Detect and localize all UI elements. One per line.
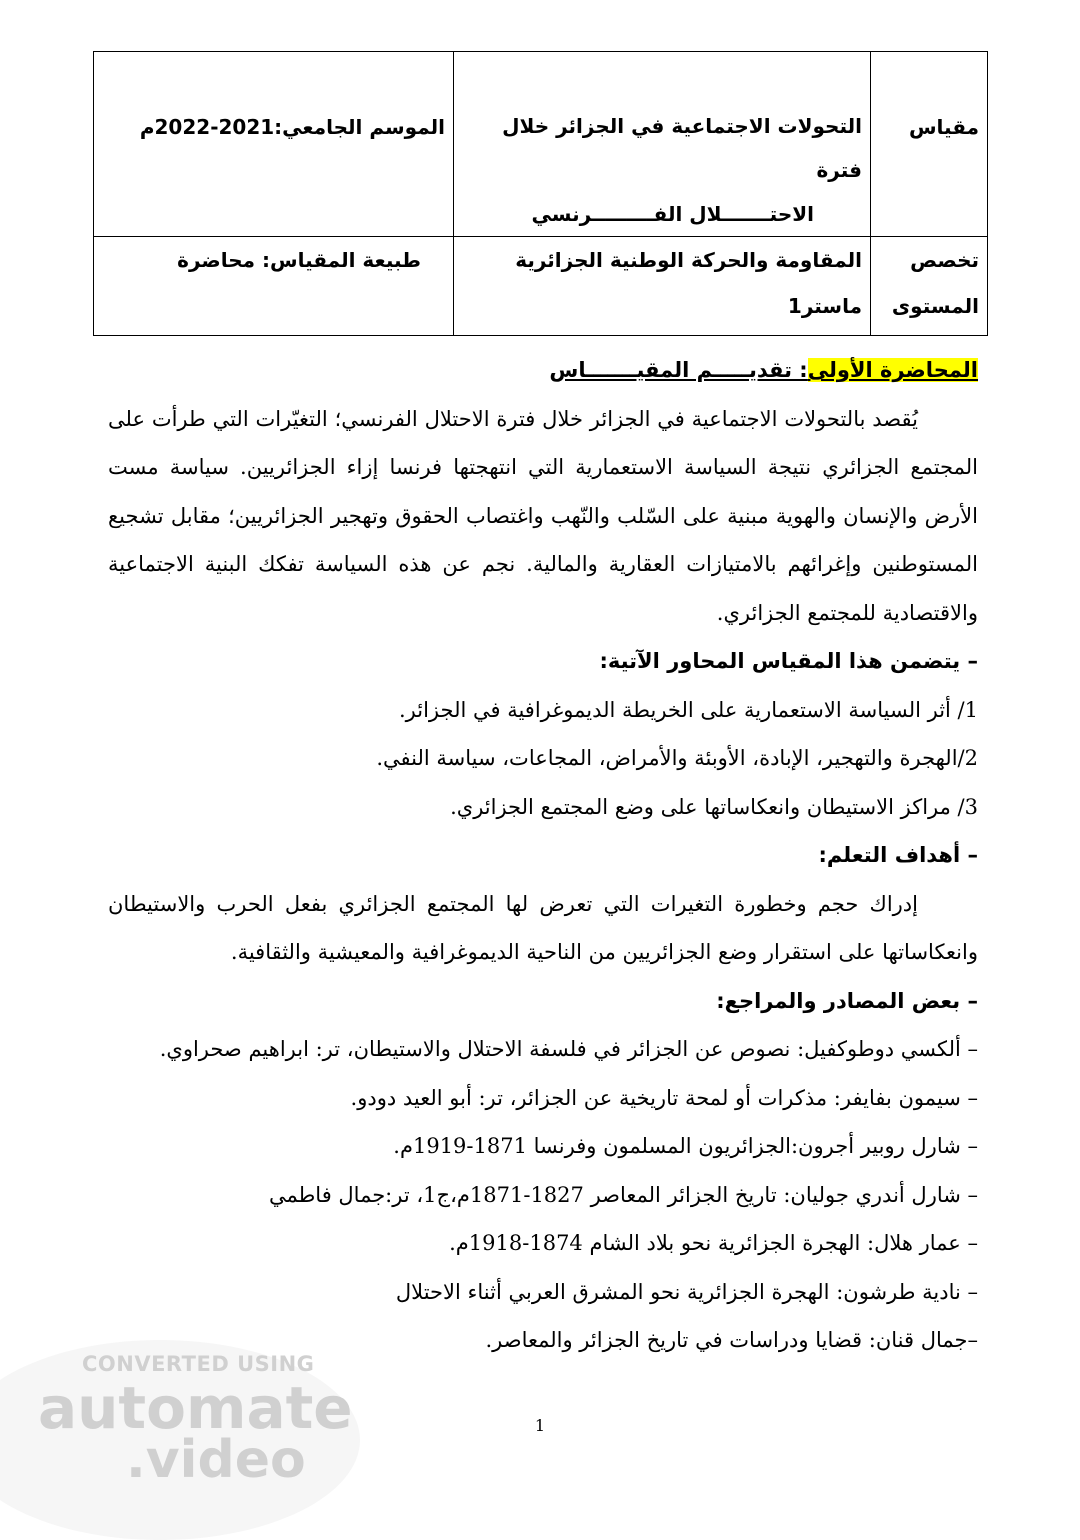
level-value: ماستر1 (787, 294, 862, 318)
lecture-title-highlight: المحاضرة الأولى (807, 358, 978, 382)
specialty-label: تخصص (910, 248, 979, 272)
label-cell-course (871, 52, 988, 237)
page-number: 1 (534, 1416, 546, 1435)
academic-season: الموسم الجامعي:2021-2022م (139, 115, 445, 139)
course-nature: طبيعة المقياس: محاضرة (177, 248, 421, 272)
label-cell-specialty (871, 237, 988, 336)
watermark-text-brand: automate (38, 1374, 353, 1442)
course-label: مقياس (908, 115, 979, 139)
axes-heading: – يتضمن هذا المقياس المحاور الآتية: (599, 649, 978, 673)
header-row-1 (94, 52, 988, 237)
goals-heading: – أهداف التعلم: (818, 843, 978, 867)
reference-item: – نادية طرشون: الهجرة الجزائرية نحو المشرق العربي أثناء الاحتلال (395, 1279, 978, 1304)
course-header-table (93, 51, 988, 336)
specialty-value: المقاومة والحركة الوطنية الجزائرية (515, 248, 862, 272)
reference-item: – ألكسي دوطوكفيل: نصوص عن الجزائر في فلسفة الاحتلال والاستيطان، تر: ابراهيم صحراوي. (159, 1037, 978, 1061)
references-heading: – بعض المصادر والمراجع: (716, 988, 978, 1013)
intro-paragraph: يُقصد بالتحولات الاجتماعية في الجزائر خلال فترة الاحتلال الفرنسي؛ التغيّرات التي طرأت على المجتمع الجزائري نتيجة السياسة الاستعمارية التي انتهجتها فرنسا إزاء الجزائريين. سياسة مست الأرض والإنسان والهوية مبنية على السّلب والنّهب واغتصاب الحقوق وتهجير الجزائريين؛ مقابل تشجيع المستوطنين وإغرائهم بالامتيازات العقارية والمالية. نجم عن هذه السياسة تفكك البنية الاجتماعية والاقتصادية للمجتمع الجزائري. (108, 406, 978, 625)
axis-item: 2/الهجرة والتهجير، الإبادة، الأوبئة والأمراض، المجاعات، سياسة النفي. (376, 746, 978, 770)
axis-item: 1/ أثر السياسة الاستعمارية على الخريطة الديموغرافية في الجزائر. (398, 697, 978, 722)
lecture-title (108, 346, 978, 395)
header-row-2 (94, 237, 988, 336)
lecture-content (108, 346, 978, 1365)
course-title-cell (454, 52, 871, 237)
watermark-text-top: CONVERTED USING (82, 1352, 315, 1376)
season-cell (94, 52, 454, 237)
axis-item: 3/ مراكز الاستيطان وانعكاساتها على وضع المجتمع الجزائري. (450, 794, 978, 819)
lecture-title-rest: : تقديـــــم المقيـــــــاس (549, 358, 808, 382)
reference-item: – عمار هلال: الهجرة الجزائرية نحو بلاد الشام 1874-1918م. (449, 1231, 978, 1255)
specialty-cell (454, 237, 871, 336)
reference-item: – سيمون بفايفر: مذكرات أو لمحة تاريخية عن الجزائر، تر: أبو العيد دودو. (350, 1085, 978, 1110)
level-label: المستوى (891, 294, 979, 318)
nature-cell (94, 237, 454, 336)
reference-item: – شارل أندري جوليان: تاريخ الجزائر المعاصر 1827-1871م،ج1، تر:جمال فاطمي (268, 1182, 978, 1207)
reference-item: –جمال قنان: قضايا ودراسات في تاريخ الجزائر والمعاصر. (485, 1328, 978, 1352)
watermark-text-domain: .video (126, 1430, 306, 1490)
reference-item: – شارل روبير أجرون:الجزائريون المسلمون وفرنسا 1871-1919م. (393, 1134, 978, 1158)
course-title-line2: الاحتـــــــلال الفـــــــــرنسي (531, 202, 814, 226)
goals-paragraph: إدراك حجم وخطورة التغيرات التي تعرض لها المجتمع الجزائري بفعل الحرب والاستيطان وانعكاساتها على استقرار وضع الجزائريين من الناحية الديموغرافية والمعيشية والثقافية. (108, 891, 978, 964)
course-title-line1: التحولات الاجتماعية في الجزائر خلال فترة (502, 114, 862, 182)
